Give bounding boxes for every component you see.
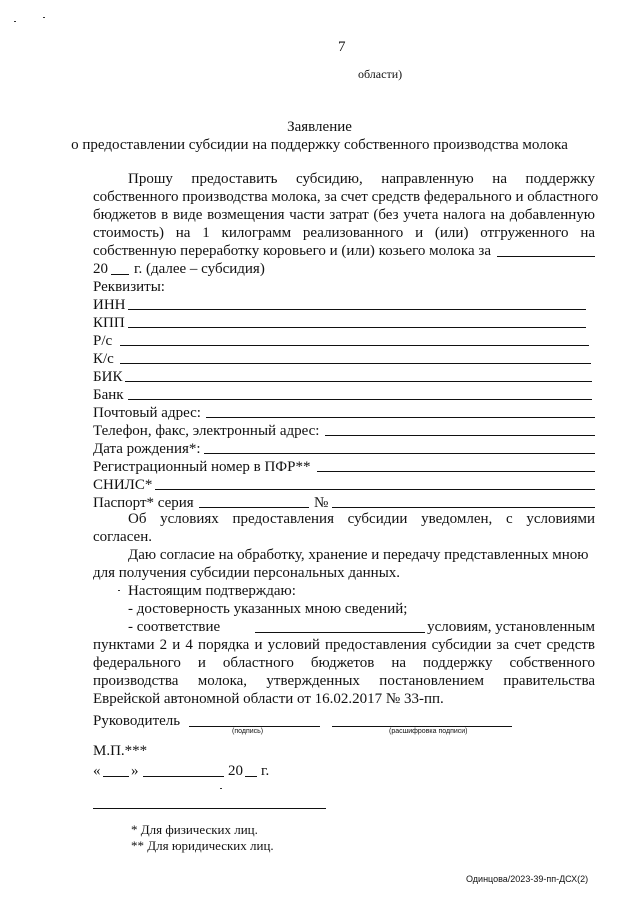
- confirm-heading: Настоящим подтверждаю:: [128, 583, 296, 599]
- signature-field[interactable]: [189, 726, 320, 727]
- date-open-quote: «: [93, 763, 101, 779]
- footnote-2: ** Для юридических лиц.: [131, 838, 274, 853]
- phone-label: Телефон, факс, электронный адрес:: [93, 423, 320, 439]
- number-sign: №: [314, 495, 329, 511]
- date-year-prefix: 20: [228, 763, 243, 779]
- date-suffix: г.: [261, 763, 270, 779]
- scan-speck: [118, 590, 120, 591]
- date-year-field[interactable]: [245, 776, 257, 777]
- day-field[interactable]: [103, 776, 129, 777]
- inn-label: ИНН: [93, 297, 126, 313]
- signature-decoding-field[interactable]: [332, 726, 512, 727]
- header-fragment: области): [358, 67, 403, 81]
- pfr-label: Регистрационный номер в ПФР**: [93, 459, 311, 475]
- ks-label: К/с: [93, 351, 114, 367]
- bik-field[interactable]: [125, 381, 592, 382]
- footnote-1: * Для физических лиц.: [131, 822, 258, 837]
- confirm-line-5: Еврейской автономной области от 16.02.2017 № 33-пп.: [93, 691, 444, 707]
- request-line-2: собственного производства молока, за счет средств федерального и областного: [93, 189, 599, 205]
- confirm-line-4: производства молока, утвержденных постановлением правительства: [93, 673, 595, 689]
- page-number: 7: [338, 39, 346, 55]
- document-code: Одинцова/2023-39-пп-ДСХ(2): [466, 874, 589, 884]
- kpp-field[interactable]: [128, 327, 586, 328]
- passport-number-field[interactable]: [332, 507, 595, 508]
- month-field[interactable]: [143, 776, 224, 777]
- pfr-field[interactable]: [317, 471, 595, 472]
- confirm-item-2-start: - соответствие: [128, 619, 221, 635]
- inn-field[interactable]: [128, 309, 586, 310]
- passport-series-field[interactable]: [199, 507, 309, 508]
- conditions-line-2: согласен.: [93, 529, 152, 545]
- consent-line-1: Даю согласие на обработку, хранение и передачу представленных мною: [128, 547, 589, 563]
- birth-field[interactable]: [204, 453, 595, 454]
- scan-speck: [43, 17, 45, 18]
- date-close-quote: »: [131, 763, 139, 779]
- bik-label: БИК: [93, 369, 123, 385]
- document-subtitle: о предоставлении субсидии на поддержку собственного производства молока: [71, 137, 568, 153]
- rs-label: Р/с: [93, 333, 113, 349]
- period-field[interactable]: [497, 256, 595, 257]
- snils-field[interactable]: [155, 489, 595, 490]
- document-title: Заявление: [287, 119, 352, 135]
- requisites-heading: Реквизиты:: [93, 279, 165, 295]
- request-line-4: стоимость) на 1 килограмм реализованного и (или) отгруженного на: [93, 225, 595, 241]
- request-line-1: Прошу предоставить субсидию, направленную на поддержку: [128, 171, 595, 187]
- decoding-caption: (расшифровка подписи): [389, 728, 468, 735]
- confirm-line-3: федерального и областного бюджетов на поддержку собственного: [93, 655, 595, 671]
- snils-label: СНИЛС*: [93, 477, 153, 493]
- request-line-3: бюджетов в виде возмещения части затрат (без учета налога на добавленную: [93, 207, 595, 223]
- confirm-line-2: пунктами 2 и 4 порядка и условий предоставления субсидии за счет средств: [93, 637, 595, 653]
- stamp-label: М.П.***: [93, 743, 148, 759]
- bank-label: Банк: [93, 387, 124, 403]
- footnote-separator: [93, 808, 326, 809]
- request-line-6: г. (далее – субсидия): [134, 261, 265, 277]
- conformity-field[interactable]: [255, 632, 425, 633]
- request-line-5: собственную переработку коровьего и (или) козьего молока за: [93, 243, 491, 259]
- passport-label: Паспорт* серия: [93, 495, 194, 511]
- scan-speck: [14, 21, 16, 22]
- rs-field[interactable]: [120, 345, 589, 346]
- consent-line-2: для получения субсидии персональных данных.: [93, 565, 401, 581]
- kpp-label: КПП: [93, 315, 125, 331]
- postal-label: Почтовый адрес:: [93, 405, 201, 421]
- year-field[interactable]: [111, 274, 129, 275]
- bank-field[interactable]: [128, 399, 592, 400]
- conditions-line-1: Об условиях предоставления субсидии уведомлен, с условиями: [128, 511, 595, 527]
- confirm-item-2-end: условиям, установленным: [427, 619, 595, 635]
- scan-speck: [220, 788, 222, 789]
- postal-field[interactable]: [206, 417, 595, 418]
- birth-label: Дата рождения*:: [93, 441, 201, 457]
- ks-field[interactable]: [120, 363, 591, 364]
- signature-caption: (подпись): [232, 728, 264, 735]
- year-prefix: 20: [93, 261, 108, 277]
- confirm-item-1: - достоверность указанных мною сведений;: [128, 601, 408, 617]
- phone-field[interactable]: [325, 435, 595, 436]
- head-label: Руководитель: [93, 713, 181, 729]
